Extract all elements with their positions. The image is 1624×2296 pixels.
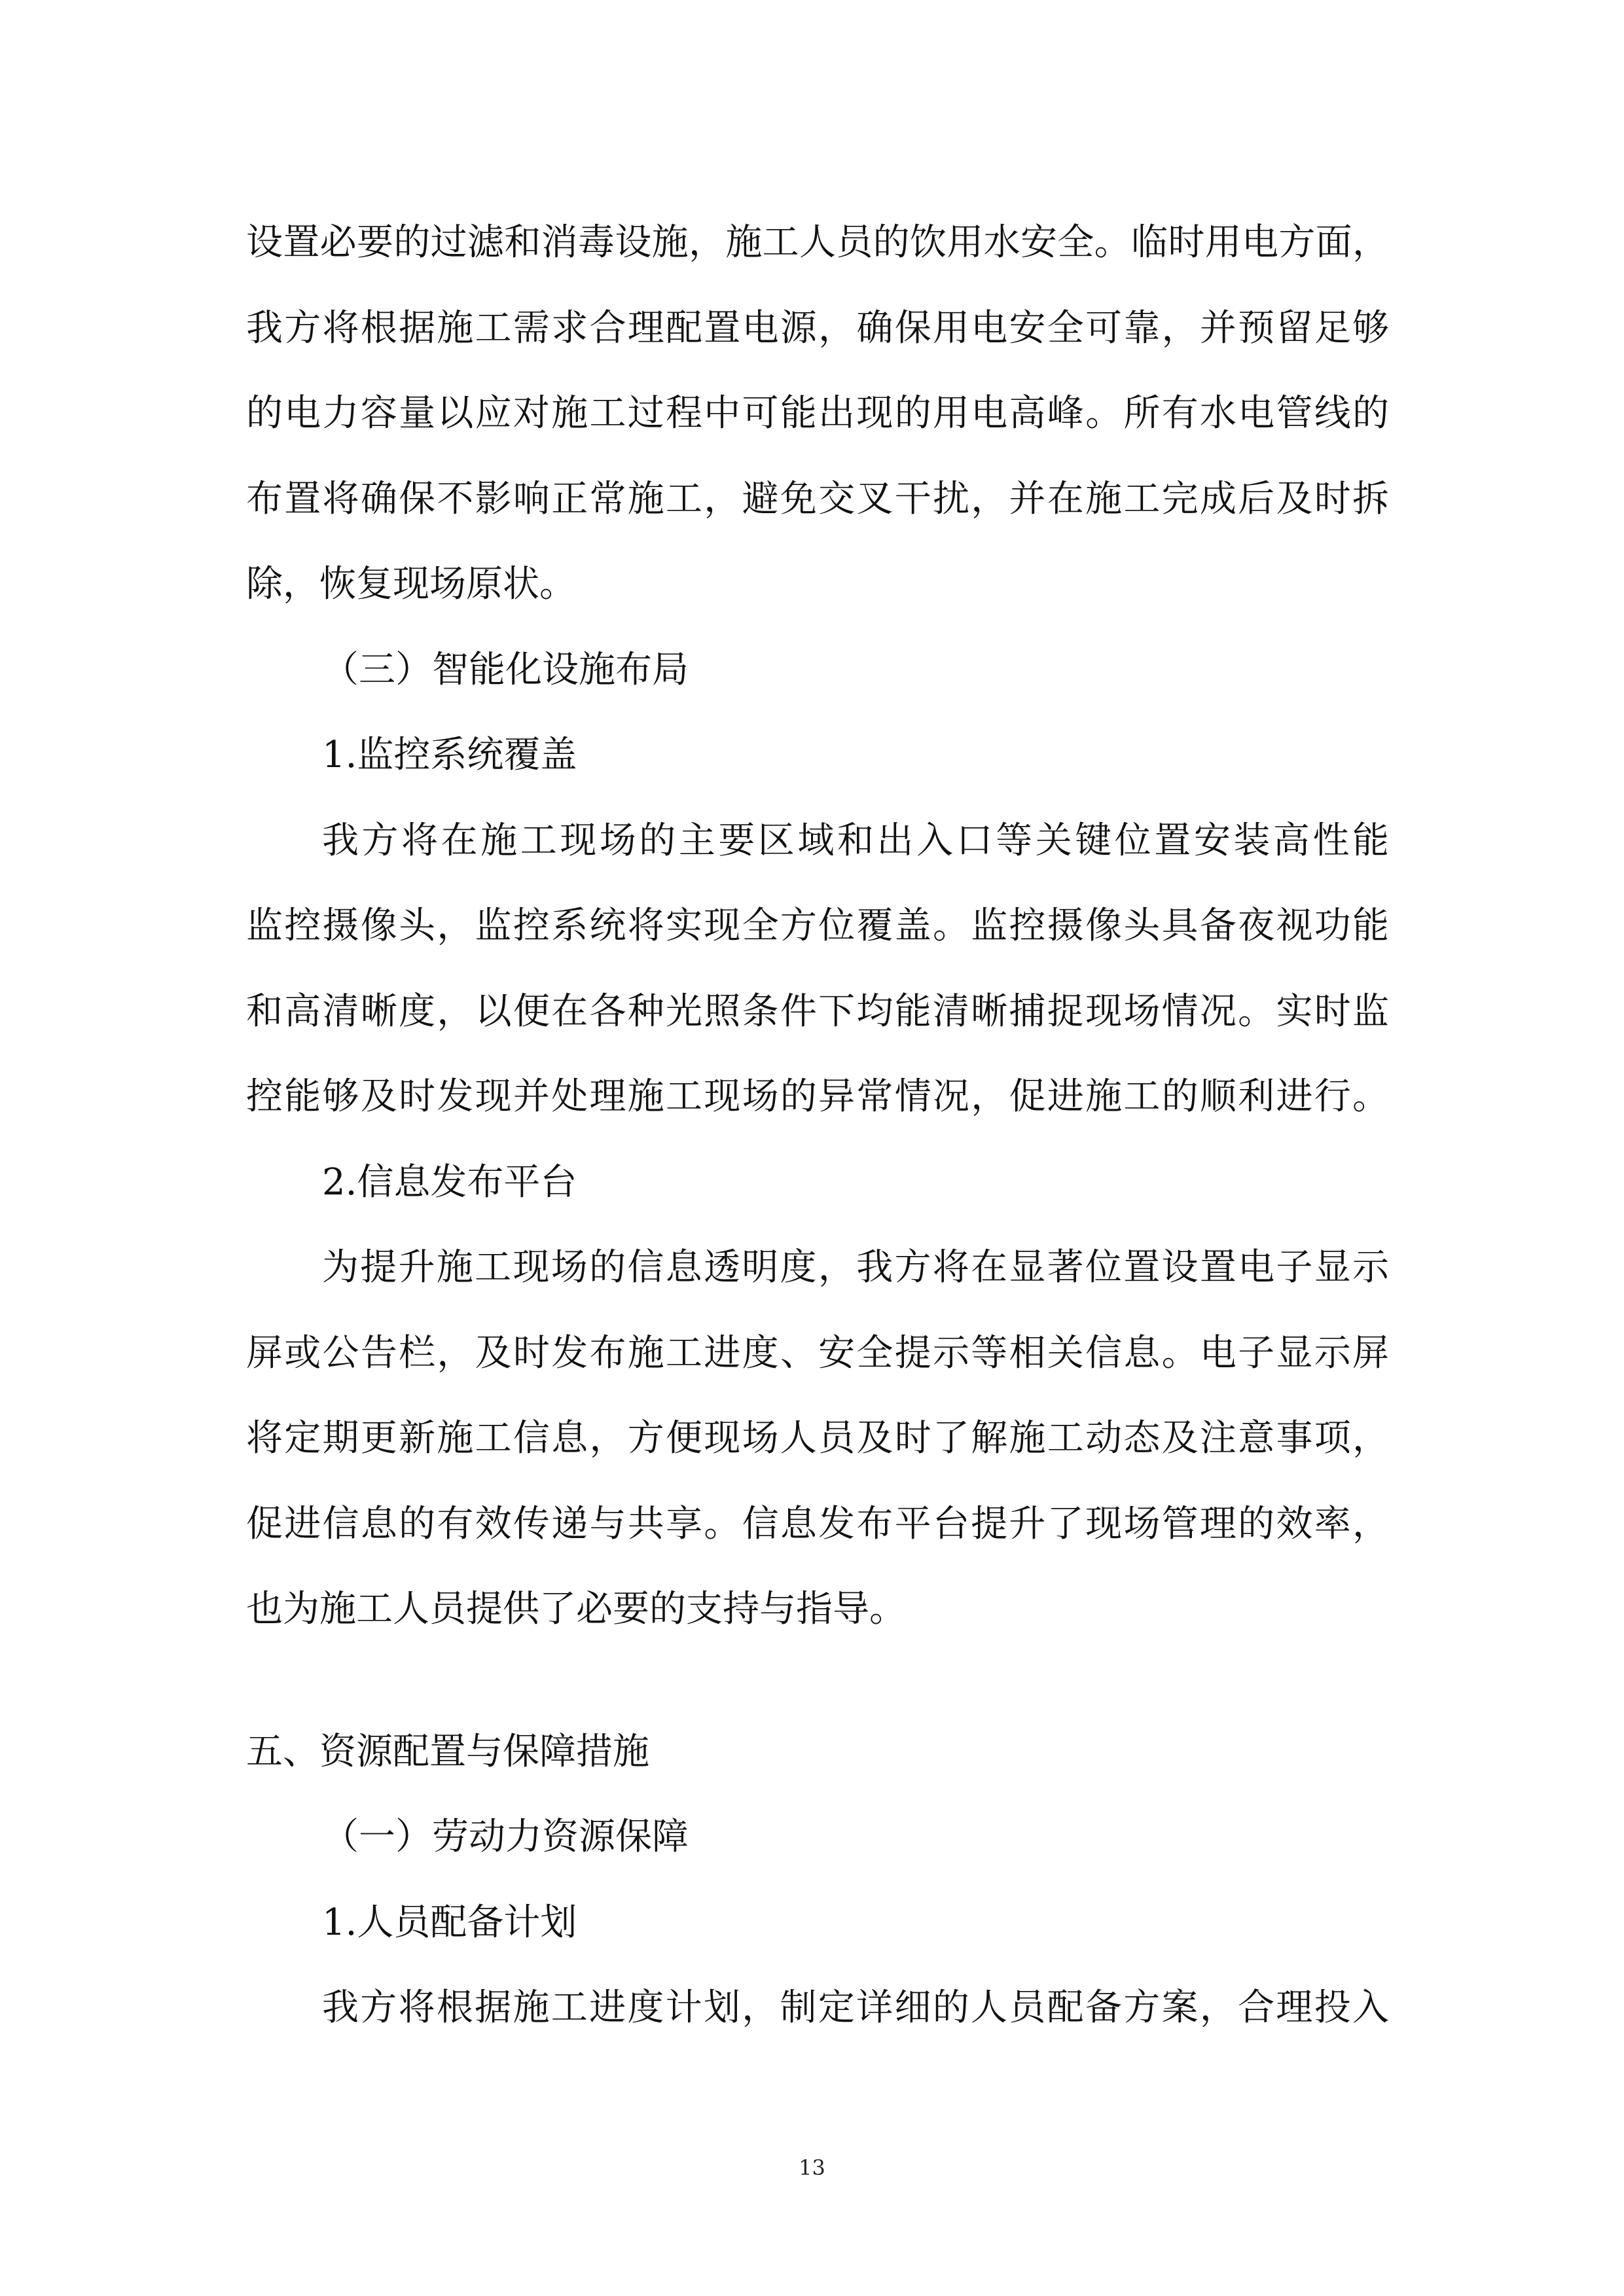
text-line: 和高清晰度，以便在各种光照条件下均能清晰捕捉现场情况。实时监 <box>246 990 1389 1033</box>
text-line: 我方将根据施工进度计划，制定详细的人员配备方案，合理投入 <box>322 1986 1389 2029</box>
paragraph-info-platform <box>246 1225 1389 1653</box>
section-spacer <box>246 1653 1389 1710</box>
section-heading-smart-facilities: （三）智能化设施布局 <box>322 648 689 691</box>
text-line: 也为施工人员提供了必要的支持与指导。 <box>246 1588 906 1630</box>
text-line: 促进信息的有效传递与共享。信息发布平台提升了现场管理的效率， <box>246 1502 1389 1545</box>
text-line: 的电力容量以应对施工过程中可能出现的用电高峰。所有水电管线的 <box>246 392 1389 435</box>
text-line: 设置必要的过滤和消毒设施，施工人员的饮用水安全。临时用电方面， <box>246 221 1389 264</box>
text-line: 我方将根据施工需求合理配置电源，确保用电安全可靠，并预留足够 <box>246 306 1389 350</box>
text-line: 监控摄像头，监控系统将实现全方位覆盖。监控摄像头具备夜视功能 <box>246 905 1389 947</box>
text-line: 我方将在施工现场的主要区域和出入口等关键位置安装高性能 <box>322 819 1389 862</box>
chapter-heading-resources: 五、资源配置与保障措施 <box>246 1730 649 1773</box>
text-line: 除，恢复现场原状。 <box>246 563 576 605</box>
text-line: 屏或公告栏，及时发布施工进度、安全提示等相关信息。电子显示屏 <box>246 1331 1389 1374</box>
text-line: 为提升施工现场的信息透明度，我方将在显著位置设置电子显示 <box>322 1246 1389 1289</box>
subheading-staffing-plan: 1.人员配备计划 <box>322 1901 577 1944</box>
paragraph-staffing <box>246 1965 1389 2051</box>
paragraph-utilities-continued <box>246 200 1389 628</box>
subheading-monitoring-coverage: 1.监控系统覆盖 <box>322 734 577 776</box>
subheading-info-platform: 2.信息发布平台 <box>322 1160 577 1204</box>
paragraph-monitoring <box>246 798 1389 1140</box>
text-line: 将定期更新施工信息，方便现场人员及时了解施工动态及注意事项， <box>246 1417 1389 1460</box>
page-body <box>246 200 1389 2051</box>
page-number: 13 <box>799 2155 825 2180</box>
section-heading-labor: （一）劳动力资源保障 <box>322 1816 689 1858</box>
text-line: 布置将确保不影响正常施工，避免交叉干扰，并在施工完成后及时拆 <box>246 477 1389 520</box>
text-line: 控能够及时发现并处理施工现场的异常情况，促进施工的顺利进行。 <box>246 1075 1389 1118</box>
